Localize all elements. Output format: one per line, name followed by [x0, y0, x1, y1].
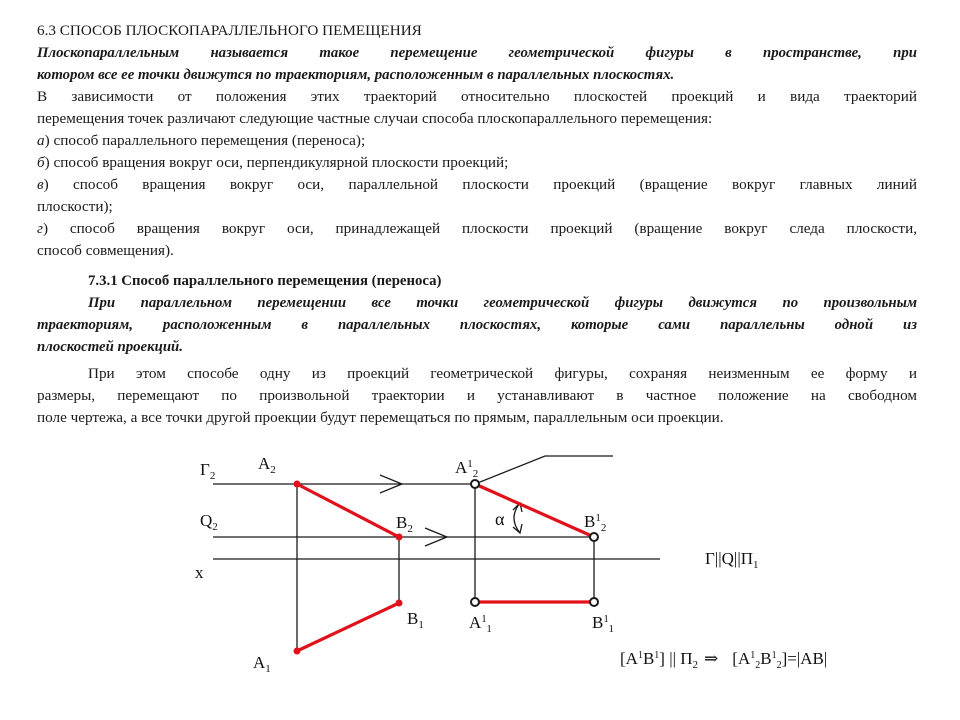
- paragraph-1-line-2: перемещения точек различают следующие частные случаи способа плоскопараллельного перемещения:: [37, 110, 713, 127]
- formula: $[A^1B^1]$ || $П_2$ ⇒ $[A^1_2B^1_2]=|AB|$: [620, 649, 828, 671]
- label-alpha: α: [495, 509, 505, 529]
- label-b2: $B_2$: [396, 513, 413, 535]
- label-a2: $A_2$: [258, 454, 276, 476]
- segment-a12b12: [475, 484, 594, 537]
- paragraph-2-line-2: размеры, перемещают по произвольной траектории и устанавливают в частное положение на свободном: [37, 387, 917, 404]
- label-x-axis: x: [195, 563, 204, 582]
- list-item-a: а) способ параллельного перемещения (переноса);: [37, 132, 366, 149]
- label-q2: $Q_2$: [200, 511, 218, 533]
- point-b12: [590, 533, 598, 541]
- leader-line: [475, 456, 613, 484]
- point-b11: [590, 598, 598, 606]
- definition-line-2: котором все ее точки движутся по траекториям, расположенным в параллельных плоскостях.: [37, 67, 675, 83]
- list-item-g-line-2: способ совмещения).: [37, 242, 174, 259]
- point-a1: [294, 648, 301, 655]
- segment-a1b1: [297, 603, 399, 651]
- list-item-v-line-2: плоскости);: [37, 198, 113, 215]
- point-b2: [396, 534, 403, 541]
- point-a11: [471, 598, 479, 606]
- paragraph-2-line-1: При этом способе одну из проекций геометрической фигуры, сохраняя неизменным ее форму и: [88, 365, 917, 382]
- label-b11: $B^1_1$: [592, 613, 614, 635]
- point-a12: [471, 480, 479, 488]
- section-title: 6.3 СПОСОБ ПЛОСКОПАРАЛЛЕЛЬНОГО ПЕМЕЩЕНИЯ: [37, 22, 422, 39]
- subsection-def-line-1: При параллельном перемещении все точки геометрической фигуры движутся по произвольным: [88, 295, 917, 311]
- subsection-title: 7.3.1 Способ параллельного перемещения (переноса): [88, 273, 442, 289]
- paragraph-1-line-1: В зависимости от положения этих траекторий относительно плоскостей проекций и вида траекторий: [37, 88, 917, 105]
- subsection-def-line-3: плоскостей проекций.: [37, 339, 183, 355]
- list-item-b: б) способ вращения вокруг оси, перпендикулярной плоскости проекций;: [37, 154, 509, 171]
- label-b12: $B^1_2$: [584, 512, 607, 534]
- label-gamma2: $Г_2$: [200, 460, 216, 482]
- label-a1: $A_1$: [253, 653, 271, 675]
- label-b1: $B_1$: [407, 609, 424, 631]
- list-item-g-line-1: г) способ вращения вокруг оси, принадлежащей плоскости проекций (вращение вокруг следа плоскости,: [37, 220, 917, 237]
- list-item-v-line-1: в) способ вращения вокруг оси, параллельной плоскости проекций (вращение вокруг главных линий: [37, 176, 917, 193]
- label-a12: $A^1_2$: [455, 458, 479, 480]
- subsection-def-line-2: траекториям, расположенным в параллельных плоскостях, которые сами параллельны одной из: [37, 317, 917, 333]
- label-plane-relation: $Г||Q||П_1$: [705, 549, 759, 571]
- definition-line-1: Плоскопараллельным называется такое перемещение геометрической фигуры в пространстве, при: [37, 45, 917, 61]
- segments: [297, 484, 594, 651]
- point-b1: [396, 600, 403, 607]
- label-a11: $A^1_1$: [469, 613, 492, 635]
- paragraph-2-line-3: поле чертежа, а все точки другой проекции будут перемещаться по прямым, параллельным оси проекции.: [37, 409, 724, 426]
- point-a2: [294, 481, 301, 488]
